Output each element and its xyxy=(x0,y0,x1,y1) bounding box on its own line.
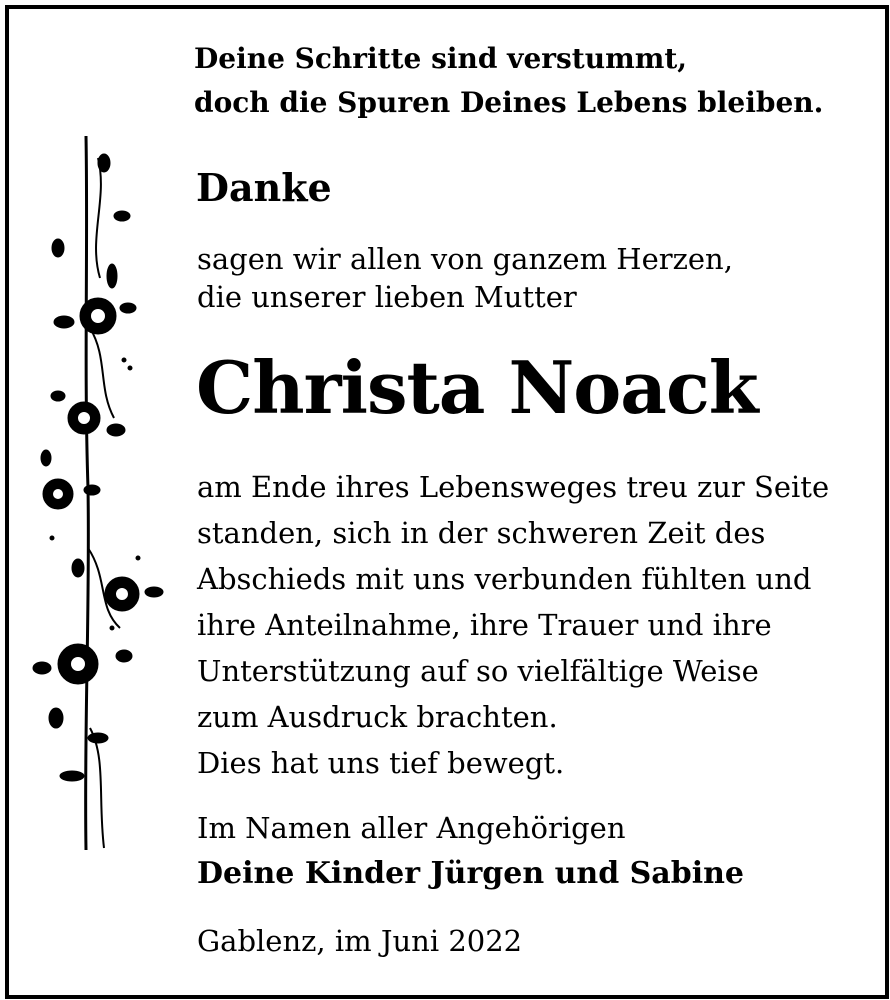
body-line: standen, sich in der schweren Zeit des xyxy=(197,516,766,550)
motto-line-1: Deine Schritte sind verstummt, xyxy=(194,42,688,75)
deceased-name: Christa Noack xyxy=(196,345,758,430)
body-text xyxy=(197,464,829,786)
place-date: Gablenz, im Juni 2022 xyxy=(197,924,523,958)
family-signature: Deine Kinder Jürgen und Sabine xyxy=(197,856,744,891)
body-line: zum Ausdruck brachten. xyxy=(197,700,558,734)
body-line: ihre Anteilnahme, ihre Trauer und ihre xyxy=(197,608,772,642)
thanks-heading: Danke xyxy=(196,165,332,210)
body-line: Dies hat uns tief bewegt. xyxy=(197,746,565,780)
intro-line-1: sagen wir allen von ganzem Herzen, xyxy=(197,242,733,276)
rose-vine-icon xyxy=(28,128,178,856)
body-line: Abschieds mit uns verbunden fühlten und xyxy=(197,562,812,596)
body-line: Unterstützung auf so vielfältige Weise xyxy=(197,654,759,688)
intro-line-2: die unserer lieben Mutter xyxy=(197,280,577,314)
motto-line-2: doch die Spuren Deines Lebens bleiben. xyxy=(194,86,824,119)
intro-text xyxy=(197,240,733,316)
body-line: am Ende ihres Lebensweges treu zur Seite xyxy=(197,470,830,504)
motto xyxy=(194,37,823,125)
on-behalf-line: Im Namen aller Angehörigen xyxy=(197,811,626,845)
